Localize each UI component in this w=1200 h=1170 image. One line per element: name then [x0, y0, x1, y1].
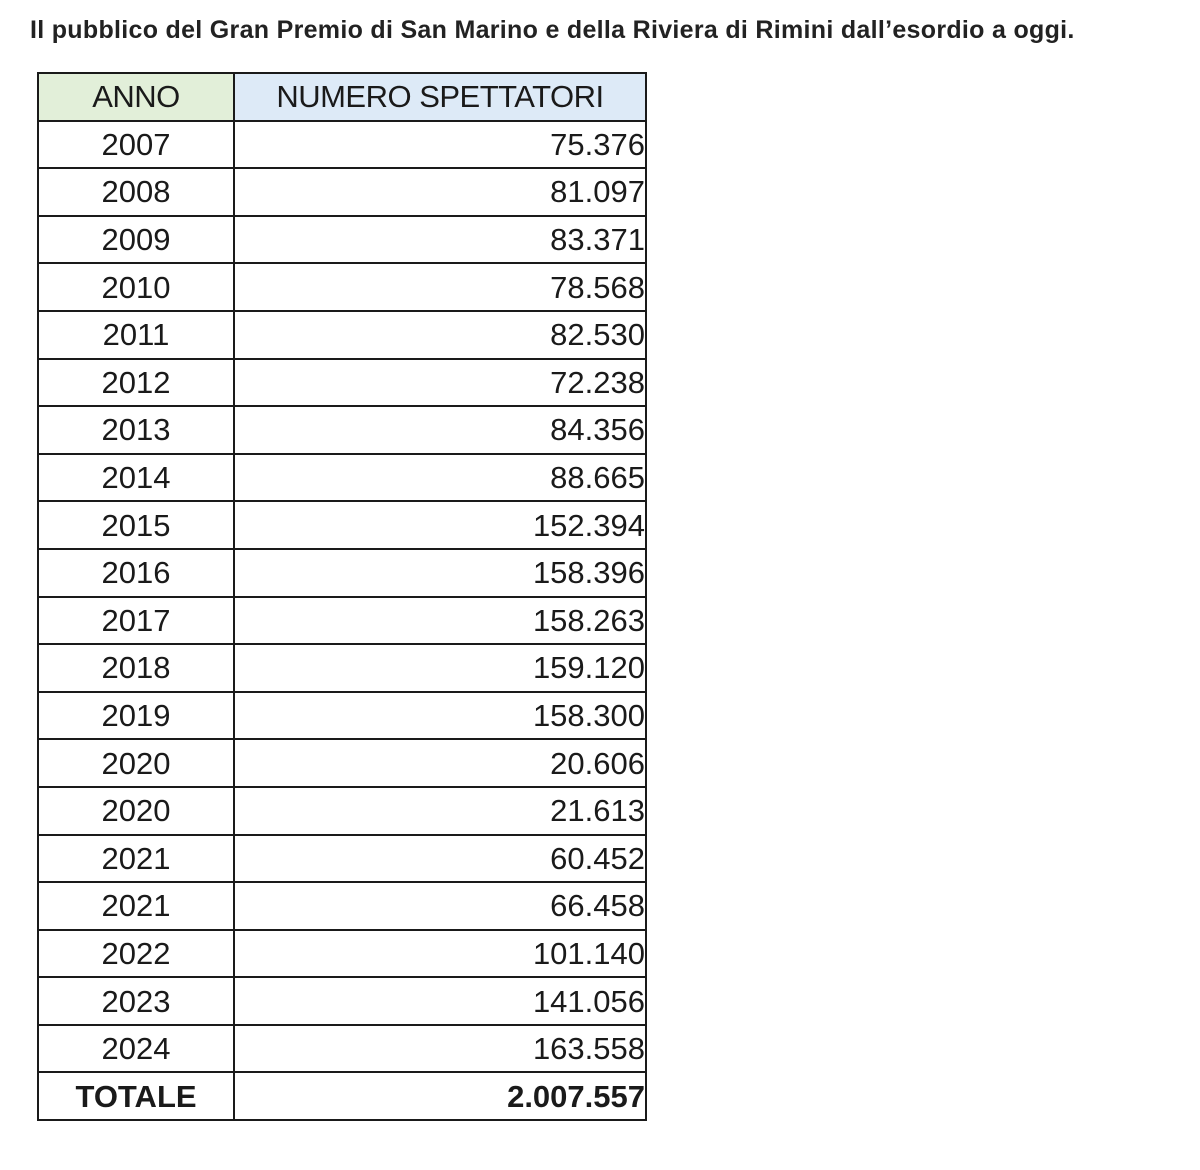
- table-body: [38, 121, 646, 1120]
- year-cell: 2015: [38, 501, 234, 549]
- spectators-cell: 72.238: [234, 359, 646, 407]
- year-cell: 2007: [38, 121, 234, 169]
- table-header-row: [38, 73, 646, 121]
- year-cell: 2022: [38, 930, 234, 978]
- table-row: [38, 121, 646, 169]
- total-label: TOTALE: [38, 1072, 234, 1120]
- table-row: [38, 549, 646, 597]
- year-cell: 2018: [38, 644, 234, 692]
- page-title: Il pubblico del Gran Premio di San Marino e della Riviera di Rimini dall’esordio a oggi.: [30, 16, 1075, 44]
- spectators-table: [37, 72, 647, 1121]
- table-row: [38, 644, 646, 692]
- table-row: [38, 501, 646, 549]
- spectators-cell: 21.613: [234, 787, 646, 835]
- spectators-cell: 83.371: [234, 216, 646, 264]
- year-cell: 2023: [38, 977, 234, 1025]
- spectators-cell: 163.558: [234, 1025, 646, 1073]
- spectators-cell: 158.396: [234, 549, 646, 597]
- table-row: [38, 977, 646, 1025]
- table-row: [38, 1025, 646, 1073]
- spectators-cell: 84.356: [234, 406, 646, 454]
- year-cell: 2017: [38, 597, 234, 645]
- table-row: [38, 930, 646, 978]
- year-cell: 2020: [38, 787, 234, 835]
- year-cell: 2013: [38, 406, 234, 454]
- year-cell: 2014: [38, 454, 234, 502]
- spectators-cell: 81.097: [234, 168, 646, 216]
- year-cell: 2016: [38, 549, 234, 597]
- spectators-cell: 60.452: [234, 835, 646, 883]
- spectators-cell: 101.140: [234, 930, 646, 978]
- table-row: [38, 692, 646, 740]
- spectators-cell: 78.568: [234, 263, 646, 311]
- spectators-cell: 158.300: [234, 692, 646, 740]
- year-cell: 2021: [38, 835, 234, 883]
- spectators-column-header: NUMERO SPETTATORI: [234, 73, 646, 121]
- year-cell: 2009: [38, 216, 234, 264]
- spectators-cell: 82.530: [234, 311, 646, 359]
- table-row: [38, 787, 646, 835]
- table-row: [38, 216, 646, 264]
- spectators-cell: 158.263: [234, 597, 646, 645]
- year-cell: 2012: [38, 359, 234, 407]
- year-cell: 2008: [38, 168, 234, 216]
- spectators-cell: 152.394: [234, 501, 646, 549]
- spectators-cell: 20.606: [234, 739, 646, 787]
- table-row: [38, 168, 646, 216]
- total-row: [38, 1072, 646, 1120]
- year-cell: 2011: [38, 311, 234, 359]
- spectators-cell: 141.056: [234, 977, 646, 1025]
- table-row: [38, 835, 646, 883]
- table-row: [38, 882, 646, 930]
- spectators-cell: 88.665: [234, 454, 646, 502]
- year-cell: 2010: [38, 263, 234, 311]
- year-cell: 2020: [38, 739, 234, 787]
- table-row: [38, 597, 646, 645]
- spectators-cell: 75.376: [234, 121, 646, 169]
- year-cell: 2024: [38, 1025, 234, 1073]
- table-row: [38, 263, 646, 311]
- table-row: [38, 359, 646, 407]
- year-column-header: ANNO: [38, 73, 234, 121]
- table-row: [38, 454, 646, 502]
- year-cell: 2021: [38, 882, 234, 930]
- table-row: [38, 739, 646, 787]
- spectators-cell: 159.120: [234, 644, 646, 692]
- table-row: [38, 406, 646, 454]
- spectators-cell: 66.458: [234, 882, 646, 930]
- year-cell: 2019: [38, 692, 234, 740]
- total-value: 2.007.557: [234, 1072, 646, 1120]
- table-row: [38, 311, 646, 359]
